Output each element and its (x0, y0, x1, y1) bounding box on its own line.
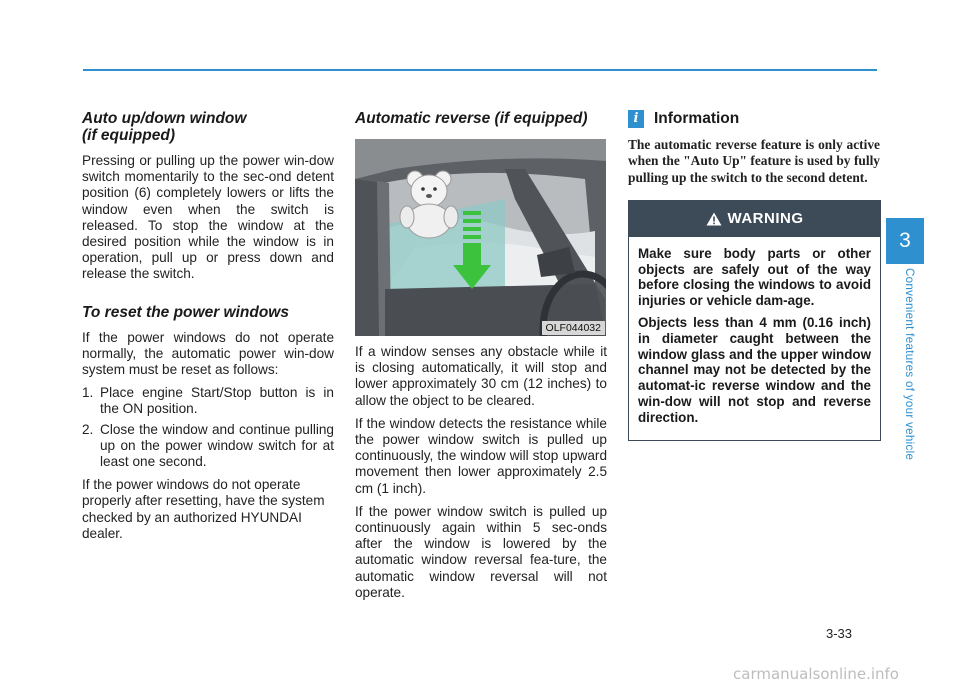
dealer-paragraph: If the power windows do not operate properly after resetting, have the system checked by an authorized HYUNDAI dealer. (82, 477, 325, 541)
reverse-paragraph-3: If the power window switch is pulled up continuously again within 5 sec-onds after the window is lowered by the automatic window reversal fea-ture, the automatic window reversal will not operate. (355, 503, 607, 600)
heading-line-2: (if equipped) (82, 127, 175, 144)
warning-paragraph-1: Make sure body parts or other objects are safely out of the way before closing the windows to avoid injuries or vehicle dam-age. (638, 245, 871, 309)
warning-paragraph-2: Objects less than 4 mm (0.16 inch) in diameter caught between the window glass and the upper window channel may not be detected by the automat-ic reverse window and the win-dow will not stop and reverse direction. (638, 315, 871, 425)
step-text: Place engine Start/Stop button is in the ON position. (100, 385, 334, 417)
image-code-label: OLF044032 (542, 321, 605, 335)
warning-title: WARNING (727, 209, 804, 227)
reset-step-2 (82, 422, 334, 471)
reset-intro-paragraph: If the power windows do not operate normally, the automatic power win-dow system must be reset as follows: (82, 329, 334, 378)
step-text: Close the window and continue pulling up on the power window switch for at least one second. (100, 421, 334, 470)
auto-window-paragraph: Pressing or pulling up the power win-dow switch momentarily to the sec-ond detent position (6) completely lowers or lifts the window even when the switch is released. To stop the window at the desired position while the window is in operation, pull up or press down and release the switch. (82, 153, 334, 282)
column-right (628, 110, 880, 441)
warning-box (628, 200, 881, 441)
chapter-number-tab: 3 (886, 218, 924, 264)
page-number: 3-33 (826, 626, 853, 641)
info-icon: i (628, 110, 644, 128)
window-obstacle-illustration (355, 139, 606, 336)
reset-step-1 (82, 385, 334, 417)
reverse-paragraph-2: If the window detects the resistance while the power window switch is pulled up continuously, the window will stop upward movement then lower approximately 2.5 cm (1 inch). (355, 415, 607, 496)
step-number: 2. (82, 421, 94, 437)
reverse-paragraph-1: If a window senses any obstacle while it is closing automatically, it will stop and lower approximately 30 cm (12 inches) to allow the object to be cleared. (355, 344, 607, 408)
heading-auto-up-down (82, 110, 334, 144)
step-number: 1. (82, 385, 94, 401)
chapter-title-vertical: Convenient features of your vehicle (903, 268, 916, 461)
heading-reset-windows: To reset the power windows (82, 303, 289, 321)
warning-header (629, 201, 880, 237)
column-left (82, 110, 334, 549)
information-title: Information (654, 109, 740, 127)
reset-steps-list (82, 385, 334, 470)
information-header (628, 110, 880, 128)
warning-triangle-icon (706, 212, 722, 226)
information-body: The automatic reverse feature is only active when the "Auto Up" feature is used by fully pulling up the switch to the second detent. (628, 137, 880, 185)
watermark-text: carmanualsonline.info (733, 665, 899, 683)
top-divider (83, 69, 877, 71)
car-interior-drawing (355, 139, 606, 336)
heading-automatic-reverse: Automatic reverse (if equipped) (355, 110, 588, 127)
column-middle (355, 110, 607, 608)
warning-body (629, 237, 880, 440)
heading-line-1: Auto up/down window (82, 110, 247, 127)
